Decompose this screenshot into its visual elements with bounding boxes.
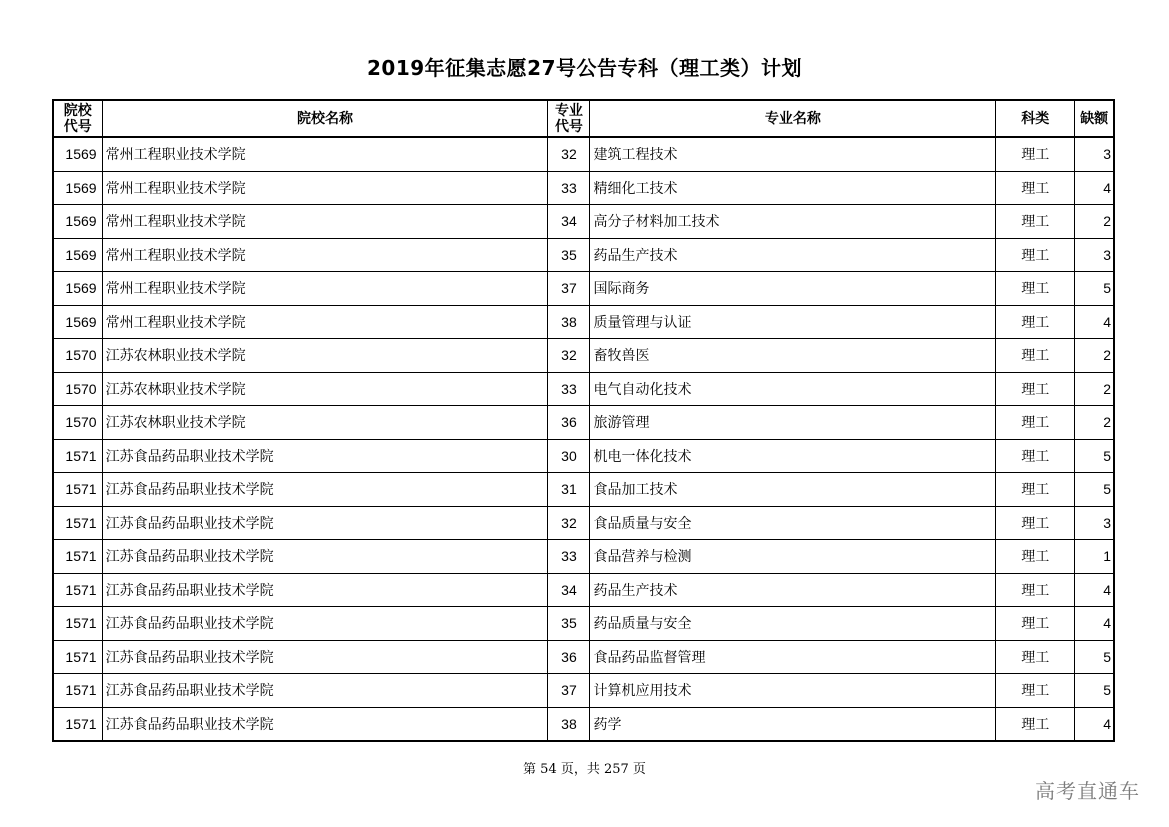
cell-major-code: 34 [548, 573, 590, 607]
cell-major-name: 建筑工程技术 [590, 137, 996, 171]
page-title: 2019年征集志愿27号公告专科（理工类）计划 [367, 56, 802, 80]
cell-category: 理工 [996, 506, 1075, 540]
cell-quota: 5 [1075, 674, 1114, 708]
table-row [53, 339, 1114, 373]
cell-category: 理工 [996, 540, 1075, 574]
cell-category: 理工 [996, 272, 1075, 306]
page-footer: 第 54 页，共 257 页 [523, 762, 646, 777]
cell-quota: 4 [1075, 707, 1114, 741]
cell-major-name: 药品质量与安全 [590, 607, 996, 641]
cell-category: 理工 [996, 473, 1075, 507]
cell-school-name: 常州工程职业技术学院 [102, 272, 548, 306]
cell-quota: 5 [1075, 473, 1114, 507]
table-row [53, 372, 1114, 406]
table-row [53, 674, 1114, 708]
cell-category: 理工 [996, 205, 1075, 239]
cell-school-name: 江苏食品药品职业技术学院 [102, 540, 548, 574]
cell-category: 理工 [996, 305, 1075, 339]
cell-category: 理工 [996, 439, 1075, 473]
cell-school-name: 常州工程职业技术学院 [102, 205, 548, 239]
cell-school-name: 常州工程职业技术学院 [102, 171, 548, 205]
table-row [53, 640, 1114, 674]
cell-quota: 4 [1075, 573, 1114, 607]
cell-category: 理工 [996, 339, 1075, 373]
cell-school-code: 1571 [53, 573, 102, 607]
cell-quota: 3 [1075, 506, 1114, 540]
header-school-code-text: 院校代号 [63, 102, 92, 135]
cell-major-name: 精细化工技术 [590, 171, 996, 205]
cell-quota: 5 [1075, 439, 1114, 473]
cell-school-name: 江苏食品药品职业技术学院 [102, 707, 548, 741]
cell-category: 理工 [996, 674, 1075, 708]
header-school-name: 院校名称 [102, 100, 548, 137]
cell-school-name: 江苏食品药品职业技术学院 [102, 473, 548, 507]
cell-major-code: 33 [548, 540, 590, 574]
cell-school-name: 常州工程职业技术学院 [102, 305, 548, 339]
cell-school-code: 1571 [53, 707, 102, 741]
cell-school-code: 1569 [53, 272, 102, 306]
cell-quota: 4 [1075, 305, 1114, 339]
cell-category: 理工 [996, 372, 1075, 406]
table-row [53, 540, 1114, 574]
table-row [53, 473, 1114, 507]
header-category: 科类 [996, 100, 1075, 137]
cell-major-code: 30 [548, 439, 590, 473]
header-quota: 缺额 [1075, 100, 1114, 137]
cell-major-code: 35 [548, 607, 590, 641]
table-row [53, 305, 1114, 339]
cell-school-name: 江苏农林职业技术学院 [102, 372, 548, 406]
cell-school-name: 江苏农林职业技术学院 [102, 339, 548, 373]
cell-major-name: 计算机应用技术 [590, 674, 996, 708]
cell-major-code: 33 [548, 171, 590, 205]
cell-school-name: 江苏食品药品职业技术学院 [102, 640, 548, 674]
cell-major-code: 38 [548, 305, 590, 339]
cell-school-name: 江苏农林职业技术学院 [102, 406, 548, 440]
cell-school-code: 1569 [53, 171, 102, 205]
cell-major-name: 畜牧兽医 [590, 339, 996, 373]
cell-major-code: 32 [548, 339, 590, 373]
cell-major-name: 药品生产技术 [590, 238, 996, 272]
cell-major-name: 食品营养与检测 [590, 540, 996, 574]
table-row [53, 406, 1114, 440]
header-major-code [548, 100, 590, 137]
table-row [53, 506, 1114, 540]
cell-major-code: 32 [548, 137, 590, 171]
cell-school-name: 常州工程职业技术学院 [102, 137, 548, 171]
cell-major-code: 33 [548, 372, 590, 406]
cell-school-code: 1570 [53, 372, 102, 406]
plan-table [52, 99, 1115, 742]
cell-major-name: 国际商务 [590, 272, 996, 306]
cell-quota: 4 [1075, 171, 1114, 205]
table-row [53, 707, 1114, 741]
cell-major-code: 36 [548, 640, 590, 674]
cell-major-code: 37 [548, 674, 590, 708]
cell-major-name: 药品生产技术 [590, 573, 996, 607]
cell-school-code: 1571 [53, 640, 102, 674]
cell-quota: 1 [1075, 540, 1114, 574]
cell-category: 理工 [996, 573, 1075, 607]
header-major-name: 专业名称 [590, 100, 996, 137]
cell-school-code: 1570 [53, 406, 102, 440]
cell-quota: 2 [1075, 406, 1114, 440]
watermark: 高考直通车 [1035, 779, 1140, 803]
cell-category: 理工 [996, 640, 1075, 674]
cell-school-code: 1571 [53, 473, 102, 507]
cell-major-name: 食品药品监督管理 [590, 640, 996, 674]
cell-quota: 3 [1075, 137, 1114, 171]
cell-school-name: 江苏食品药品职业技术学院 [102, 573, 548, 607]
cell-category: 理工 [996, 406, 1075, 440]
table-row [53, 205, 1114, 239]
cell-category: 理工 [996, 238, 1075, 272]
cell-category: 理工 [996, 607, 1075, 641]
cell-major-name: 质量管理与认证 [590, 305, 996, 339]
cell-school-name: 江苏食品药品职业技术学院 [102, 674, 548, 708]
cell-school-code: 1571 [53, 674, 102, 708]
table-row [53, 272, 1114, 306]
cell-quota: 2 [1075, 205, 1114, 239]
table-row [53, 573, 1114, 607]
cell-quota: 2 [1075, 339, 1114, 373]
cell-quota: 4 [1075, 607, 1114, 641]
cell-quota: 3 [1075, 238, 1114, 272]
cell-category: 理工 [996, 137, 1075, 171]
cell-school-code: 1570 [53, 339, 102, 373]
cell-major-name: 药学 [590, 707, 996, 741]
cell-school-name: 江苏食品药品职业技术学院 [102, 439, 548, 473]
cell-school-name: 常州工程职业技术学院 [102, 238, 548, 272]
table-row [53, 439, 1114, 473]
cell-category: 理工 [996, 171, 1075, 205]
table-body [53, 137, 1114, 741]
cell-major-code: 38 [548, 707, 590, 741]
cell-major-code: 35 [548, 238, 590, 272]
cell-major-name: 高分子材料加工技术 [590, 205, 996, 239]
header-major-code-text: 专业代号 [554, 102, 583, 135]
table-header-row [53, 100, 1114, 137]
cell-major-name: 电气自动化技术 [590, 372, 996, 406]
cell-school-code: 1569 [53, 137, 102, 171]
cell-major-name: 旅游管理 [590, 406, 996, 440]
cell-major-code: 31 [548, 473, 590, 507]
cell-school-code: 1571 [53, 540, 102, 574]
cell-major-name: 食品加工技术 [590, 473, 996, 507]
cell-quota: 5 [1075, 640, 1114, 674]
cell-school-name: 江苏食品药品职业技术学院 [102, 506, 548, 540]
table-row [53, 171, 1114, 205]
cell-school-name: 江苏食品药品职业技术学院 [102, 607, 548, 641]
cell-school-code: 1571 [53, 607, 102, 641]
cell-quota: 2 [1075, 372, 1114, 406]
cell-major-code: 36 [548, 406, 590, 440]
cell-category: 理工 [996, 707, 1075, 741]
cell-school-code: 1569 [53, 205, 102, 239]
table-row [53, 607, 1114, 641]
table-row [53, 137, 1114, 171]
cell-school-code: 1571 [53, 506, 102, 540]
cell-school-code: 1569 [53, 305, 102, 339]
cell-major-code: 37 [548, 272, 590, 306]
cell-major-name: 机电一体化技术 [590, 439, 996, 473]
header-school-code [53, 100, 102, 137]
cell-major-name: 食品质量与安全 [590, 506, 996, 540]
cell-major-code: 32 [548, 506, 590, 540]
cell-major-code: 34 [548, 205, 590, 239]
cell-quota: 5 [1075, 272, 1114, 306]
table-row [53, 238, 1114, 272]
cell-school-code: 1571 [53, 439, 102, 473]
cell-school-code: 1569 [53, 238, 102, 272]
